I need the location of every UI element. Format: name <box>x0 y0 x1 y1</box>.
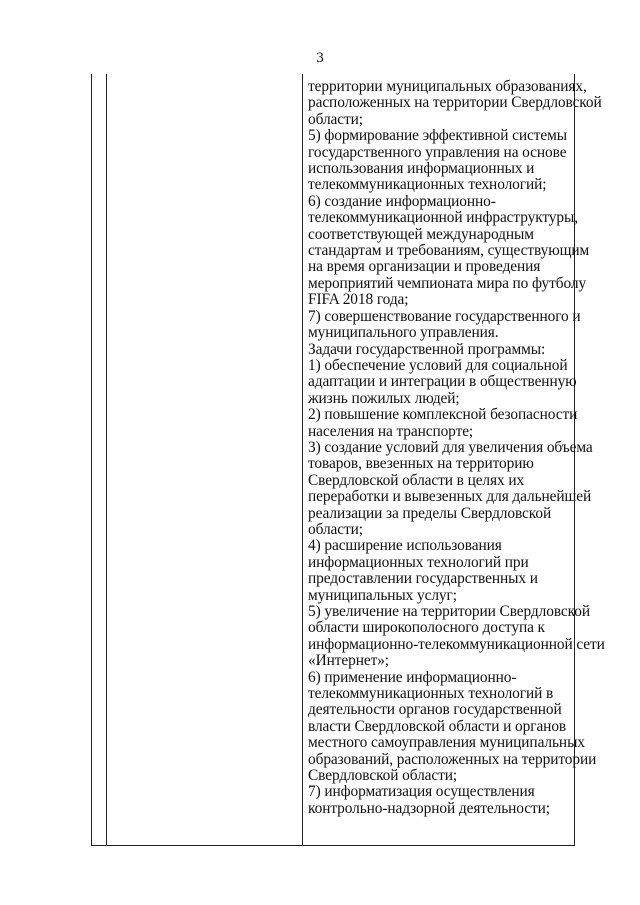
program-goals-and-tasks-cell <box>308 78 605 817</box>
text-line: FIFA 2018 года; <box>308 291 409 309</box>
text-line: 2) повышение комплексной безопасности <box>308 406 578 424</box>
text-line: Свердловской области; <box>308 767 458 785</box>
table-column-divider <box>106 74 107 845</box>
text-line: 7) совершенствование государственного и <box>308 307 581 325</box>
text-line: области широкополосного доступа к <box>308 619 545 637</box>
text-line: власти Свердловской области и органов <box>308 717 567 735</box>
text-line: предоставлении государственных и <box>308 570 538 588</box>
text-line: области; <box>308 110 363 128</box>
text-line: товаров, ввезенных на территорию <box>308 455 534 473</box>
page-number: 3 <box>316 50 324 66</box>
text-line: мероприятий чемпионата мира по футболу <box>308 274 587 292</box>
text-line: Свердловской области в целях их <box>308 471 525 489</box>
text-line: 5) увеличение на территории Свердловской <box>308 603 590 620</box>
text-line: 7) информатизация осуществления <box>308 783 535 801</box>
text-line: местного самоуправления муниципальных <box>308 734 585 752</box>
text-line: использования информационных и <box>308 160 535 178</box>
text-line: образований, расположенных на территории <box>308 750 597 768</box>
text-line: реализации за пределы Свердловской <box>308 504 552 522</box>
text-line: 6) создание информационно- <box>308 192 496 210</box>
program-table <box>91 74 605 846</box>
text-line: муниципальных услуг; <box>308 586 457 604</box>
text-line: информационно-телекоммуникационной сети <box>308 635 605 653</box>
text-line: территории муниципальных образованиях, <box>308 78 587 95</box>
text-line: 4) расширение использования <box>308 537 502 555</box>
text-line: 5) формирование эффективной системы <box>308 127 567 145</box>
text-line: на время организации и проведения <box>308 258 541 276</box>
text-line: 3) создание условий для увеличения объема <box>308 438 593 456</box>
text-line: расположенных на территории Свердловской <box>308 94 602 112</box>
text-line: переработки и вывезенных для дальнейшей <box>308 488 592 506</box>
text-line: информационных технологий при <box>308 553 529 571</box>
table-column-divider <box>302 74 303 845</box>
text-line: 1) обеспечение условий для социальной <box>308 356 568 374</box>
text-line: населения на транспорте; <box>308 422 474 440</box>
text-line: «Интернет»; <box>308 652 389 670</box>
text-line: Задачи государственной программы: <box>308 340 546 358</box>
text-line: телекоммуникационных технологий; <box>308 176 547 194</box>
text-line: стандартам и требованиям, существующим <box>308 242 590 260</box>
text-line: телекоммуникационной инфраструктуры, <box>308 209 578 227</box>
text-line: адаптации и интеграции в общественную <box>308 373 577 391</box>
text-line: контрольно-надзорной деятельности; <box>308 799 550 817</box>
text-line: области; <box>308 520 363 538</box>
text-line: государственного управления на основе <box>308 143 567 161</box>
text-line: соответствующей международным <box>308 225 534 243</box>
text-line: муниципального управления. <box>308 324 499 342</box>
text-line: 6) применение информационно- <box>308 668 517 686</box>
text-line: деятельности органов государственной <box>308 701 562 719</box>
text-line: телекоммуникационных технологий в <box>308 685 554 703</box>
text-line: жизнь пожилых людей; <box>308 389 460 407</box>
